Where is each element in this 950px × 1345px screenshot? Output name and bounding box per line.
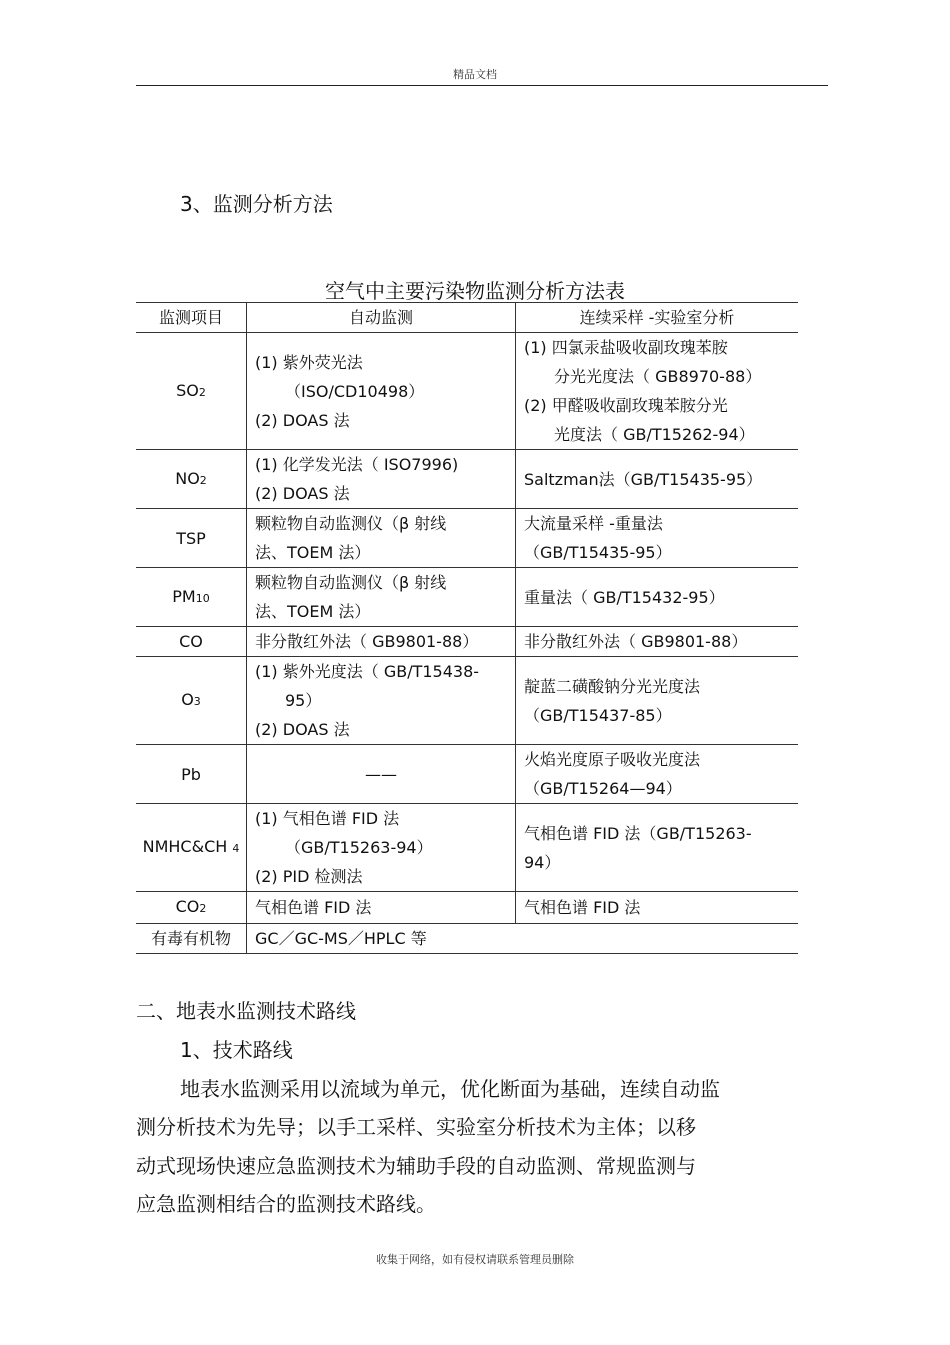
lab-cell: Saltzman法（GB/T15435-95） [516,450,799,509]
table-row [136,509,798,568]
table-row [136,627,798,657]
table-row [136,657,798,745]
auto-cell: 颗粒物自动监测仪（β 射线 法、TOEM 法） [247,509,516,568]
auto-cell: —— [247,745,516,804]
paragraph-line: 应急监测相结合的监测技术路线。 [136,1192,436,1216]
auto-cell: (1) 紫外荧光法 （ISO/CD10498） (2) DOAS 法 [247,333,516,450]
auto-cell: 非分散红外法（ GB9801-88） [247,627,516,657]
table-title: 空气中主要污染物监测分析方法表 [325,279,625,303]
paragraph-line: 测分析技术为先导；以手工采样、实验室分析技术为主体；以移 [136,1115,696,1139]
item-cell: CO2 [136,892,247,924]
header-auto: 自动监测 [247,303,516,333]
table-row [136,450,798,509]
header-lab: 连续采样 -实验室分析 [516,303,799,333]
item-cell: O3 [136,657,247,745]
lab-cell: 非分散红外法（ GB9801-88） [516,627,799,657]
lab-cell: 火焰光度原子吸收光度法 （GB/T15264—94） [516,745,799,804]
lab-cell: 靛蓝二磺酸钠分光光度法 （GB/T15437-85） [516,657,799,745]
item-cell: PM10 [136,568,247,627]
table-row [136,804,798,892]
lab-cell: 气相色谱 FID 法（GB/T15263- 94） [516,804,799,892]
header-item: 监测项目 [136,303,247,333]
lab-cell: 大流量采样 -重量法 （GB/T15435-95） [516,509,799,568]
item-cell: TSP [136,509,247,568]
page-header: 精品文档 [453,68,497,81]
lab-cell: 气相色谱 FID 法 [516,892,799,924]
item-cell: CO [136,627,247,657]
auto-cell: 气相色谱 FID 法 [247,892,516,924]
auto-cell: 颗粒物自动监测仪（β 射线 法、TOEM 法） [247,568,516,627]
item-cell: NMHC&CH 4 [136,804,247,892]
auto-cell: GC／GC-MS／HPLC 等 [247,924,799,954]
sub-heading: 1、技术路线 [180,1038,293,1062]
page-footer: 收集于网络，如有侵权请联系管理员删除 [376,1253,574,1266]
auto-cell: (1) 气相色谱 FID 法 （GB/T15263-94） (2) PID 检测法 [247,804,516,892]
paragraph-line: 地表水监测采用以流域为单元，优化断面为基础，连续自动监 [180,1077,720,1101]
section-heading-2: 二、地表水监测技术路线 [136,999,356,1023]
table-row [136,924,798,954]
table-row [136,333,798,450]
table-row [136,745,798,804]
table-row [136,568,798,627]
section-heading: 3、监测分析方法 [180,192,333,216]
item-cell: 有毒有机物 [136,924,247,954]
item-cell: Pb [136,745,247,804]
methods-table [136,302,798,954]
item-cell: SO2 [136,333,247,450]
auto-cell: (1) 紫外光度法（ GB/T15438- 95） (2) DOAS 法 [247,657,516,745]
lab-cell: 重量法（ GB/T15432-95） [516,568,799,627]
paragraph-line: 动式现场快速应急监测技术为辅助手段的自动监测、常规监测与 [136,1154,696,1178]
lab-cell: (1) 四氯汞盐吸收副玫瑰苯胺 分光光度法（ GB8970-88） (2) 甲醛吸收副玫瑰苯胺分光 光度法（ GB/T15262-94） [516,333,799,450]
table-header-row [136,303,798,333]
auto-cell: (1) 化学发光法（ ISO7996) (2) DOAS 法 [247,450,516,509]
header-divider [136,85,828,86]
table-row [136,892,798,924]
item-cell: NO2 [136,450,247,509]
